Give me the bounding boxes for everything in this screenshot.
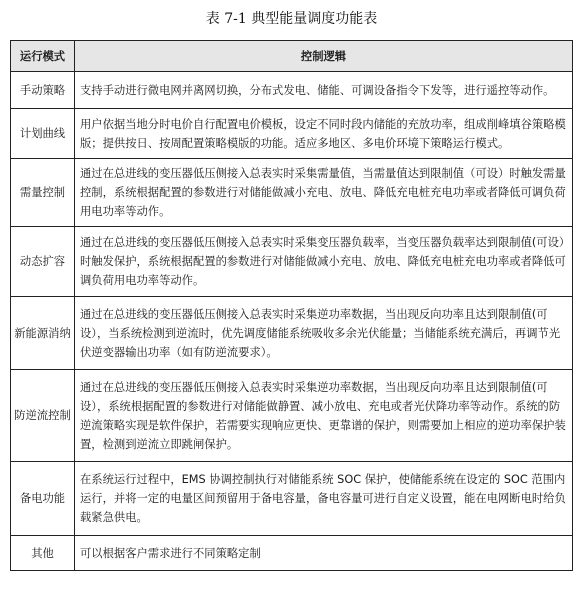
table-header-row xyxy=(11,41,573,72)
logic-cell: 通过在总进线的变压器低压侧接入总表实时采集变压器负载率，当变压器负载率达到限制值(可设）时触发保护，系统根据配置的参数进行对储能做减小充电、放电、降低充电桩充电功率或者降低可调负荷用电功率等动作。 xyxy=(75,227,573,297)
table-row xyxy=(11,536,573,571)
logic-cell: 通过在总进线的变压器低压侧接入总表实时采集需量值，当需量值达到限制值（可设）时触发需量控制，系统根据配置的参数进行对储能做减小充电、放电、降低充电桩充电功率或者降低可调负荷用电功率等动作。 xyxy=(75,159,573,227)
table-row xyxy=(11,159,573,227)
table-row xyxy=(11,72,573,109)
mode-cell: 动态扩容 xyxy=(11,227,75,297)
header-logic: 控制逻辑 xyxy=(75,41,573,72)
table-row xyxy=(11,109,573,159)
logic-cell: 支持手动进行微电网并离网切换，分布式发电、储能、可调设备指令下发等，进行遥控等动作。 xyxy=(75,72,573,109)
mode-cell: 计划曲线 xyxy=(11,109,75,159)
header-mode: 运行模式 xyxy=(11,41,75,72)
logic-cell: 通过在总进线的变压器低压侧接入总表实时采集逆功率数据，当出现反向功率且达到限制值(可设），当系统检测到逆流时，优先调度储能系统吸收多余光伏能量；当储能系统充满后，再调节光伏逆变器输出功率（如有防逆流要求）。 xyxy=(75,297,573,370)
table-row xyxy=(11,462,573,536)
logic-cell: 用户依据当地分时电价自行配置电价模板，设定不同时段内储能的充放功率，组成削峰填谷策略模版；提供按日、按周配置策略模版的功能。适应多地区、多电价环境下策略运行模式。 xyxy=(75,109,573,159)
mode-cell: 手动策略 xyxy=(11,72,75,109)
table-row xyxy=(11,370,573,462)
table-row xyxy=(11,227,573,297)
table-row xyxy=(11,297,573,370)
mode-cell: 防逆流控制 xyxy=(11,370,75,462)
dispatch-function-table xyxy=(10,40,573,571)
mode-cell: 需量控制 xyxy=(11,159,75,227)
logic-cell: 可以根据客户需求进行不同策略定制 xyxy=(75,536,573,571)
mode-cell: 新能源消纳 xyxy=(11,297,75,370)
logic-cell: 通过在总进线的变压器低压侧接入总表实时采集逆功率数据，当出现反向功率且达到限制值(可设），系统根据配置的参数进行对储能做静置、减小放电、充电或者光伏降功率等动作。系统的防逆流策略实现是软件保护，若需要实现响应更快、更靠谱的保护，则需要加上相应的逆功率保护装置，检测到逆流立即跳闸保护。 xyxy=(75,370,573,462)
mode-cell: 备电功能 xyxy=(11,462,75,536)
logic-cell: 在系统运行过程中，EMS 协调控制执行对储能系统 SOC 保护，使储能系统在设定的 SOC 范围内运行，并将一定的电量区间预留用于备电容量，备电容量可进行自定义设置，能在电网断电时给负载紧急供电。 xyxy=(75,462,573,536)
table-caption: 表 7-1 典型能量调度功能表 xyxy=(205,11,378,27)
mode-cell: 其他 xyxy=(11,536,75,571)
